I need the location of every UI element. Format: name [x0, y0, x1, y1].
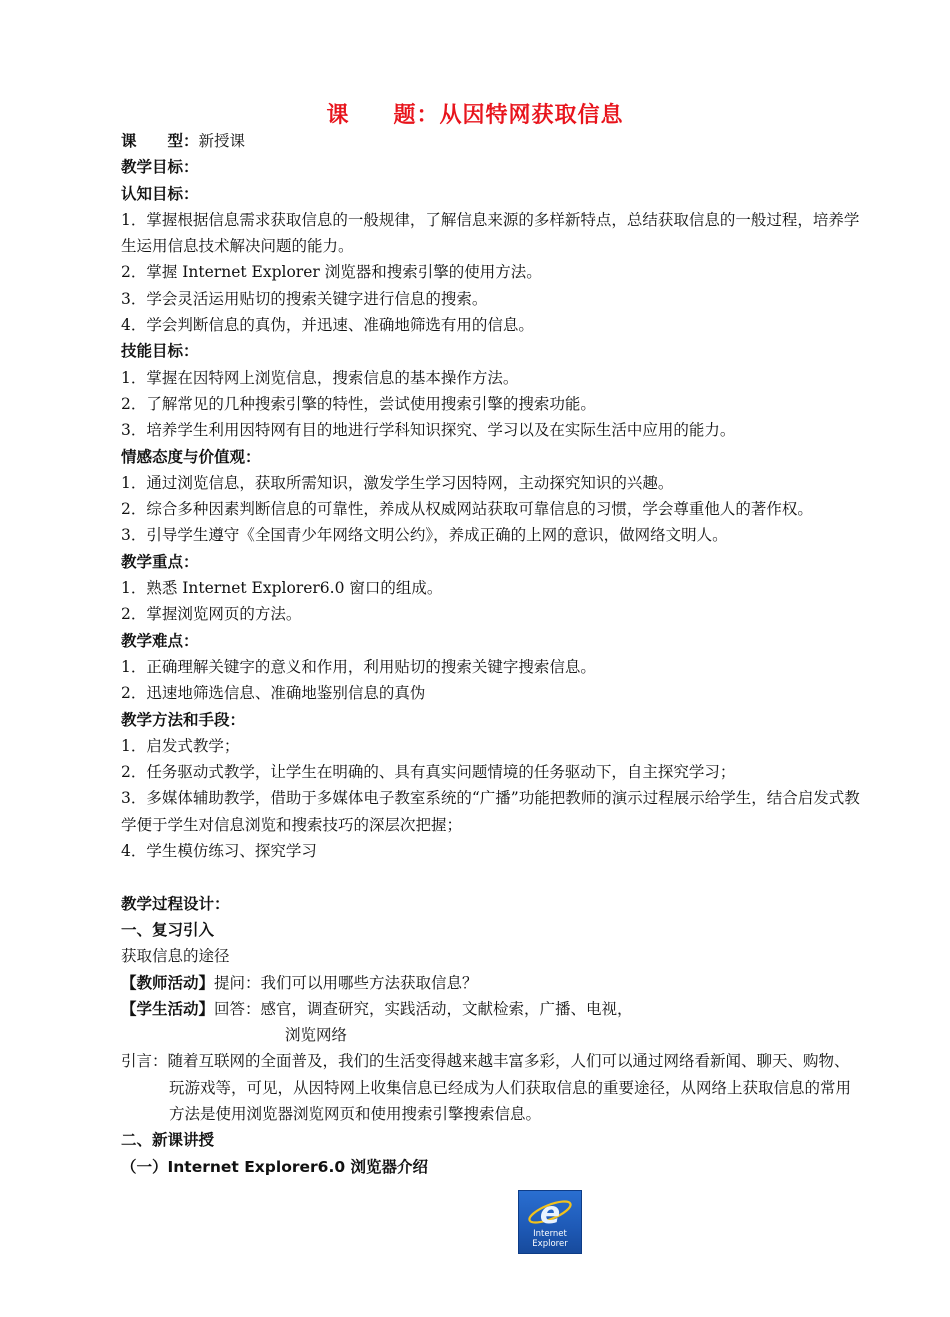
skills-heading: 技能目标：: [121, 342, 199, 361]
document-body: [121, 128, 861, 1180]
method-item: 1．启发式教学；: [121, 736, 240, 755]
title-prefix: 课: [326, 103, 350, 128]
topic-line: 获取信息的途径: [121, 947, 230, 966]
cognitive-item: 1．掌握根据信息需求获取信息的一般规律，了解信息来源的多样新特点，总结获取信息的一般过程，培养学生运用信息技术解决问题的能力。: [121, 210, 860, 256]
key-point-item: 1．熟悉 Internet Explorer6.0 窗口的组成。: [121, 579, 443, 598]
internet-explorer-icon: [518, 1190, 582, 1254]
key-points-heading: 教学重点：: [121, 552, 199, 571]
attitude-item: 3．引导学生遵守《全国青少年网络文明公约》，养成正确的上网的意识，做网络文明人。: [121, 526, 728, 545]
student-activity: 【学生活动】回答：感官，调查研究，实践活动，文献检索，广播、电视，: [121, 999, 633, 1018]
attitude-item: 2．综合多种因素判断信息的可靠性，养成从权威网站获取可靠信息的习惯，学会尊重他人的著作权。: [121, 500, 813, 519]
section-new-lesson: 二、新课讲授: [121, 1131, 215, 1150]
teacher-activity: 【教师活动】提问：我们可以用哪些方法获取信息？: [121, 973, 478, 992]
difficulty-item: 2．迅速地筛选信息、准确地鉴别信息的真伪: [121, 684, 426, 703]
spacer: [121, 864, 861, 890]
ie-e-icon: [518, 1190, 582, 1230]
process-heading: 教学过程设计：: [121, 894, 230, 913]
attitude-item: 1．通过浏览信息，获取所需知识，激发学生学习因特网，主动探究知识的兴趣。: [121, 473, 674, 492]
section-review: 一、复习引入: [121, 920, 215, 939]
student-activity-cont: 浏览网络: [285, 1026, 348, 1045]
intro-paragraph: 引言：随着互联网的全面普及，我们的生活变得越来越丰富多彩，人们可以通过网络看新闻、聊天、购物、玩游戏等，可见，从因特网上收集信息已经成为人们获取信息的重要途径，从网络上获取信息的常用方法是使用浏览器浏览网页和使用搜索引擎搜索信息。: [121, 1052, 852, 1123]
attitude-heading: 情感态度与价值观：: [121, 447, 261, 466]
subsection-ie-intro: （一）Internet Explorer6.0 浏览器介绍: [121, 1157, 429, 1176]
methods-heading: 教学方法和手段：: [121, 710, 246, 729]
svg-text:e: e: [539, 1196, 561, 1230]
method-item: 3．多媒体辅助教学，借助于多媒体电子教室系统的“广播”功能把教师的演示过程展示给学生，结合启发式教学便于学生对信息浏览和搜索技巧的深层次把握；: [121, 789, 860, 834]
skills-item: 3．培养学生利用因特网有目的地进行学科知识探究、学习以及在实际生活中应用的能力。: [121, 421, 736, 440]
cognitive-heading: 认知目标：: [121, 184, 199, 203]
skills-item: 1．掌握在因特网上浏览信息，搜索信息的基本操作方法。: [121, 368, 519, 387]
difficulties-heading: 教学难点：: [121, 631, 199, 650]
objectives-heading: 教学目标：: [121, 158, 199, 177]
cognitive-item: 3．学会灵活运用贴切的搜索关键字进行信息的搜索。: [121, 289, 488, 308]
method-item: 2．任务驱动式教学，让学生在明确的、具有真实问题情境的任务驱动下，自主探究学习；: [121, 763, 736, 782]
difficulty-item: 1．正确理解关键字的意义和作用，利用贴切的搜索关键字搜索信息。: [121, 657, 596, 676]
cognitive-item: 4．学会判断信息的真伪，并迅速、准确地筛选有用的信息。: [121, 316, 534, 335]
skills-item: 2．了解常见的几种搜索引擎的特性，尝试使用搜索引擎的搜索功能。: [121, 394, 596, 413]
method-item: 4．学生模仿练习、探究学习: [121, 842, 317, 861]
key-point-item: 2．掌握浏览网页的方法。: [121, 605, 302, 624]
lesson-type: 课 型：新授课: [121, 132, 246, 150]
cognitive-item: 2．掌握 Internet Explorer 浏览器和搜索引擎的使用方法。: [121, 263, 542, 282]
document-title: [0, 98, 950, 129]
ie-label-line2: Explorer: [532, 1239, 568, 1249]
title-text: 题：从因特网获取信息: [393, 103, 624, 128]
ie-label-line1: Internet: [533, 1229, 567, 1239]
